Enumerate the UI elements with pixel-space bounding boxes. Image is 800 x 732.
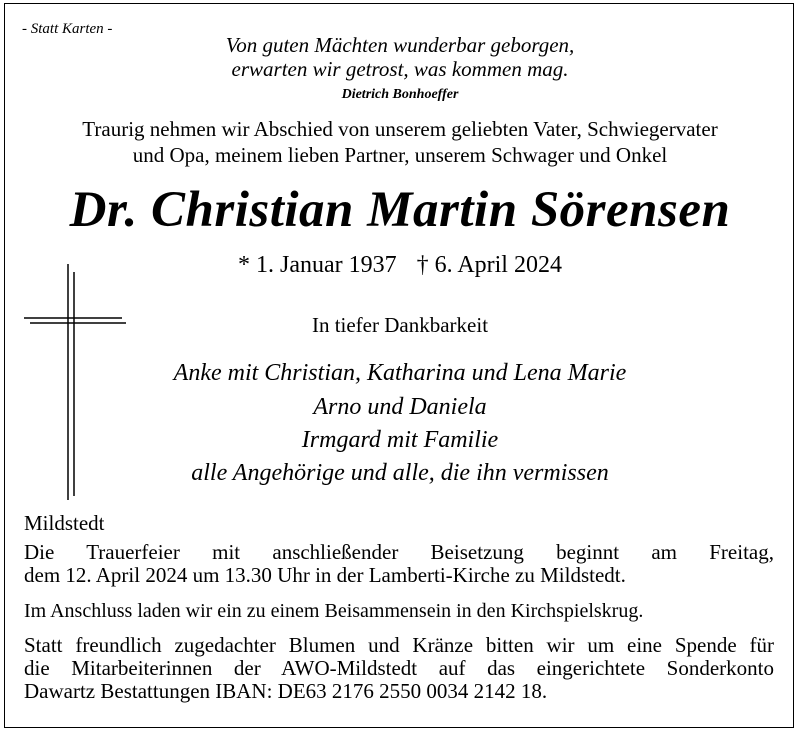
place-name: Mildstedt (24, 511, 105, 535)
funeral-info-line: dem 12. April 2024 um 13.30 Uhr in der Lamberti-Kirche zu Mildstedt. (24, 563, 626, 587)
verse-line-1: Von guten Mächten wunderbar geborgen, (225, 33, 575, 57)
donation-info-line: Dawartz Bestattungen IBAN: DE63 2176 2550 0034 2142 18. (24, 679, 548, 703)
gathering-info: Im Anschluss laden wir ein zu einem Beisammensein in den Kirchspielskrug. (24, 600, 644, 622)
funeral-info (24, 541, 774, 587)
statt-karten-note: - Statt Karten - (22, 21, 113, 37)
funeral-info-line: Die Trauerfeier mit anschließender Beisetzung beginnt am Freitag, (24, 540, 774, 564)
donation-info (24, 634, 774, 703)
deceased-name: Dr. Christian Martin Sörensen (69, 182, 731, 238)
verse-line-2: erwarten wir getrost, was kommen mag. (231, 57, 569, 81)
birth-date: * 1. Januar 1937 (238, 252, 397, 278)
donation-info-line: Statt freundlich zugedachter Blumen und Kränze bitten wir um eine Spende für (24, 633, 774, 657)
intro-line-2: und Opa, meinem lieben Partner, unserem Schwager und Onkel (132, 143, 668, 167)
mourner-line: Anke mit Christian, Katharina und Lena Marie (173, 360, 627, 386)
donation-info-line: die Mitarbeiterinnen der AWO-Mildstedt auf das eingerichtete Sonderkonto (24, 656, 774, 680)
mourner-line: alle Angehörige und alle, die ihn vermissen (191, 460, 609, 486)
death-date: † 6. April 2024 (416, 252, 562, 278)
intro-line-1: Traurig nehmen wir Abschied von unserem geliebten Vater, Schwiegervater (82, 117, 718, 141)
thanks-heading: In tiefer Dankbarkeit (311, 313, 489, 337)
mourner-line: Arno und Daniela (313, 394, 487, 420)
mourner-line: Irmgard mit Familie (301, 427, 499, 453)
verse-author: Dietrich Bonhoeffer (341, 87, 459, 102)
